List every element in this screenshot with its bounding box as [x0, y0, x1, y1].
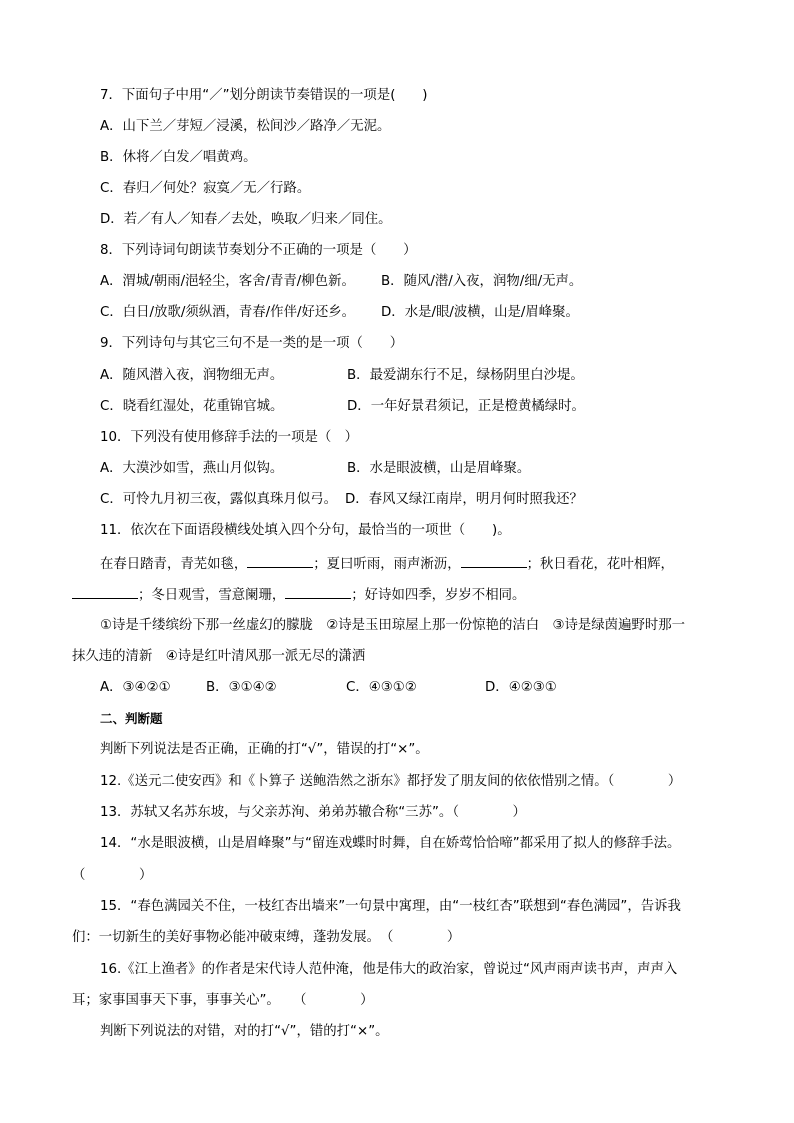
q9-option-a: A．随风潜入夜，润物细无声。 [100, 368, 284, 383]
q14-line1: 14．“水是眼波横，山是眉峰聚”与“留连戏蝶时时舞，自在娇莺恰恰啼”都采用了拟人的修辞手法。 [100, 836, 681, 851]
q11-passage-text: 在春日踏青，青芜如毯， [100, 557, 248, 572]
q11-blank-1 [247, 554, 313, 568]
final-instruction: 判断下列说法的对错，对的打“√”，错的打“×”。 [100, 1024, 389, 1039]
q8-option-b: B．随风/潜/入夜，润物/细/无声。 [381, 274, 583, 289]
q11-passage-text: ；秋日看花，花叶相辉， [526, 557, 674, 572]
q7-option-a: A．山下兰／芽短／浸溪，松间沙／路净／无泥。 [100, 119, 391, 134]
q14-line2: （ ） [72, 868, 153, 883]
section-instruction: 判断下列说法是否正确，正确的打“√”，错误的打“×”。 [100, 742, 429, 757]
q10-option-c: C．可怜九月初三夜，露似真珠月似弓。 [100, 492, 337, 507]
q13: 13．苏轼又名苏东坡，与父亲苏洵、弟弟苏辙合称“三苏”。（ ） [100, 805, 526, 820]
q11-option-a: A．③④②① [100, 680, 171, 695]
q11-passage-text: ；夏曰听雨，雨声淅沥， [313, 557, 461, 572]
q16-line1: 16.《江上渔者》的作者是宋代诗人范仲淹，他是伟大的政治家，曾说过“风声雨声读书声，声声入 [100, 962, 678, 977]
q15-line2: 们：一切新生的美好事物必能冲破束缚，蓬勃发展。 （ ） [72, 930, 461, 945]
q11-sentences-line1: ①诗是千缕缤纷下那一丝虚幻的朦胧 ②诗是玉田琼屋上那一份惊艳的洁白 ③诗是绿茵遍野时那一 [100, 618, 686, 633]
q9-option-c: C．晓看红湿处，花重锦官城。 [100, 399, 284, 414]
q12: 12.《送元二使安西》和《卜算子 送鲍浩然之浙东》都抒发了朋友间的依依惜别之情。（ ） [100, 774, 682, 789]
q7-option-d: D．若／有人／知春／去处，唤取／归来／同住。 [100, 212, 392, 227]
q10-option-b: B．水是眼波横，山是眉峰聚。 [347, 461, 531, 476]
q7-stem: 7．下面句子中用“／”划分朗读节奏错误的一项是( ) [100, 88, 428, 103]
q10-stem: 10．下列没有使用修辞手法的一项是（ ） [100, 430, 359, 445]
q15-line1: 15．“春色满园关不住，一枝红杏出墙来”一句景中寓理，由“一枝红杏”联想到“春色满园”，告诉我 [100, 899, 681, 914]
q11-blank-4 [285, 585, 351, 599]
q11-stem: 11．依次在下面语段横线处填入四个分句，最恰当的一项世（ )。 [100, 523, 511, 538]
q11-passage-text: ；冬日观雪，雪意阑珊， [138, 588, 286, 603]
q10-option-a: A．大漠沙如雪，燕山月似钩。 [100, 461, 284, 476]
q10-option-d: D．春风又绿江南岸，明月何时照我还？ [345, 492, 583, 507]
q8-option-d: D．水是/眼/波横，山是/眉峰聚。 [381, 305, 579, 320]
q16-line2: 耳；家事国事天下事，事事关心”。 （ ） [72, 993, 374, 1008]
q7-option-b: B．休将／白发／唱黄鸡。 [100, 150, 257, 165]
section-heading: 二、判断题 [100, 711, 163, 726]
q11-option-d: D．④②③① [485, 680, 557, 695]
q9-option-b: B．最爱湖东行不足，绿杨阴里白沙堤。 [347, 368, 584, 383]
q11-blank-3 [72, 585, 138, 599]
q9-stem: 9．下列诗句与其它三句不是一类的是一项（ ） [100, 336, 404, 351]
q11-option-c: C．④③①② [346, 680, 417, 695]
q11-passage-line1 [100, 554, 674, 572]
q11-option-b: B．③①④② [206, 680, 277, 695]
q11-blank-2 [461, 554, 527, 568]
q7-option-c: C．春归／何处？寂寞／无／行路。 [100, 181, 311, 196]
q8-stem: 8．下列诗词句朗读节奏划分不正确的一项是（ ） [100, 243, 417, 258]
q9-option-d: D．一年好景君须记，正是橙黄橘绿时。 [347, 399, 585, 414]
q8-option-a: A．渭城/朝雨/浥轻尘，客舍/青青/柳色新。 [100, 274, 355, 289]
q11-passage-line2 [72, 585, 525, 603]
q11-passage-text: ；好诗如四季，岁岁不相同。 [351, 588, 526, 603]
q11-sentences-line2: 抹久违的清新 ④诗是红叶清风那一派无尽的潇洒 [72, 649, 366, 664]
q8-option-c: C．白日/放歌/须纵酒，青春/作伴/好还乡。 [100, 305, 356, 320]
